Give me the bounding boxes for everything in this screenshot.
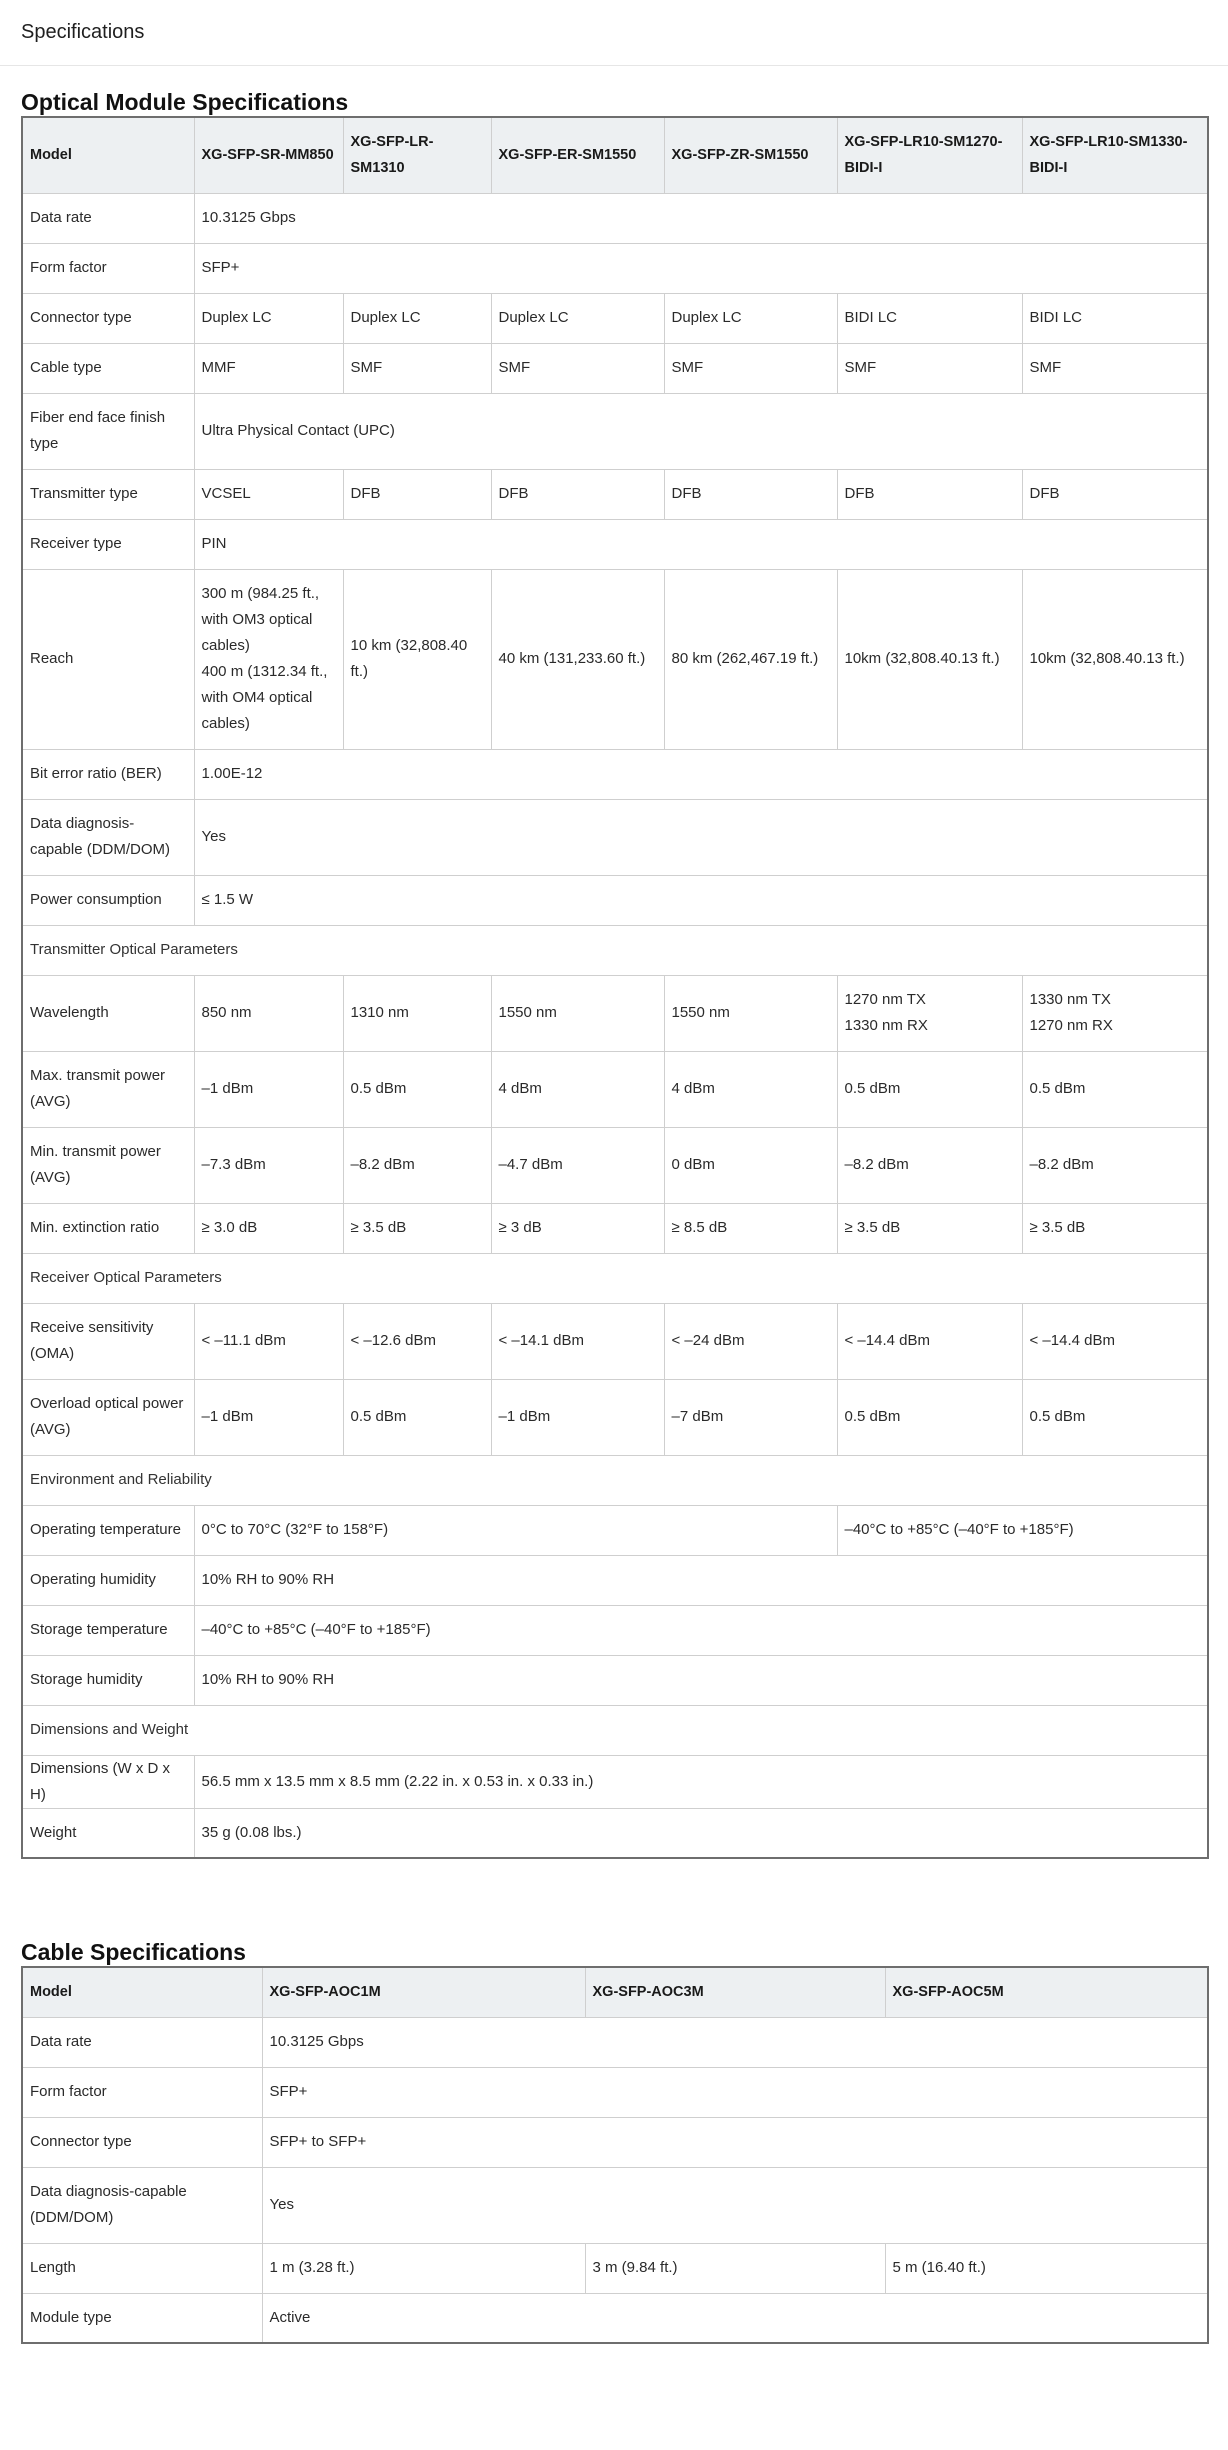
table-row: [22, 2293, 1208, 2343]
table-cell: Duplex LC: [343, 293, 491, 343]
table-cell: 1 m (3.28 ft.): [262, 2243, 585, 2293]
table-row: [22, 1808, 1208, 1858]
table-cell: 1550 nm: [491, 975, 664, 1051]
page-header: [0, 0, 1228, 66]
row-label: Connector type: [22, 293, 194, 343]
column-header-product: XG-SFP-LR-SM1310: [343, 117, 491, 193]
column-header-product: XG-SFP-ZR-SM1550: [664, 117, 837, 193]
table-group-row: [22, 925, 1208, 975]
row-label: Storage humidity: [22, 1655, 194, 1705]
table-cell: ≥ 3 dB: [491, 1203, 664, 1253]
row-label: Storage temperature: [22, 1605, 194, 1655]
table-cell: Duplex LC: [491, 293, 664, 343]
table-group-row: [22, 1253, 1208, 1303]
group-heading: Dimensions and Weight: [22, 1705, 1208, 1755]
table-cell: 1330 nm TX 1270 nm RX: [1022, 975, 1208, 1051]
table-cell: SFP+: [262, 2067, 1208, 2117]
table-cell: ≥ 3.5 dB: [343, 1203, 491, 1253]
table-row: [22, 343, 1208, 393]
table-row: [22, 1555, 1208, 1605]
table-cell: < –24 dBm: [664, 1303, 837, 1379]
table-cell: Duplex LC: [664, 293, 837, 343]
page-header-title: Specifications: [21, 21, 145, 43]
table-cell: 3 m (9.84 ft.): [585, 2243, 885, 2293]
table-row: [22, 193, 1208, 243]
table-row: [22, 2117, 1208, 2167]
table-row: [22, 875, 1208, 925]
table-cell: 10 km (32,808.40 ft.): [343, 569, 491, 749]
row-label: Connector type: [22, 2117, 262, 2167]
table-cell: BIDI LC: [1022, 293, 1208, 343]
table-cell: 300 m (984.25 ft., with OM3 optical cables) 400 m (1312.34 ft., with OM4 optical cables): [194, 569, 343, 749]
table-cell: 0°C to 70°C (32°F to 158°F): [194, 1505, 837, 1555]
table-cell: ≥ 3.5 dB: [837, 1203, 1022, 1253]
table-cell: 35 g (0.08 lbs.): [194, 1808, 1208, 1858]
table-cell: 0.5 dBm: [343, 1379, 491, 1455]
column-header-product: XG-SFP-LR10-SM1330-BIDI-I: [1022, 117, 1208, 193]
table-cell: SMF: [837, 343, 1022, 393]
table-row: [22, 749, 1208, 799]
table-row: [22, 393, 1208, 469]
table-cell: 10.3125 Gbps: [194, 193, 1208, 243]
column-header-product: XG-SFP-ER-SM1550: [491, 117, 664, 193]
row-label: Form factor: [22, 243, 194, 293]
column-header-product: XG-SFP-AOC1M: [262, 1967, 585, 2017]
table-cell: SMF: [343, 343, 491, 393]
table-cell: 5 m (16.40 ft.): [885, 2243, 1208, 2293]
table-row: [22, 1505, 1208, 1555]
table-cell: Yes: [262, 2167, 1208, 2243]
table-row: [22, 569, 1208, 749]
table-cell: 850 nm: [194, 975, 343, 1051]
table-header-row: [22, 1967, 1208, 2017]
table-row: [22, 293, 1208, 343]
table-cell: 40 km (131,233.60 ft.): [491, 569, 664, 749]
row-label: Operating humidity: [22, 1555, 194, 1605]
table-cell: –1 dBm: [194, 1051, 343, 1127]
row-label: Data diagnosis-capable (DDM/DOM): [22, 799, 194, 875]
table-cell: 10% RH to 90% RH: [194, 1555, 1208, 1605]
column-header-product: XG-SFP-AOC5M: [885, 1967, 1208, 2017]
table-cell: Yes: [194, 799, 1208, 875]
column-header-model: Model: [22, 1967, 262, 2017]
table-cell: –40°C to +85°C (–40°F to +185°F): [837, 1505, 1208, 1555]
column-header-model: Model: [22, 117, 194, 193]
table-cell: –8.2 dBm: [837, 1127, 1022, 1203]
table-cell: < –14.1 dBm: [491, 1303, 664, 1379]
group-heading: Environment and Reliability: [22, 1455, 1208, 1505]
table-cell: 1.00E-12: [194, 749, 1208, 799]
table-row: [22, 1755, 1208, 1808]
table-row: [22, 1655, 1208, 1705]
table-header-row: [22, 117, 1208, 193]
table-cell: 4 dBm: [491, 1051, 664, 1127]
table-row: [22, 469, 1208, 519]
table-cell: 0 dBm: [664, 1127, 837, 1203]
table-cell: < –12.6 dBm: [343, 1303, 491, 1379]
row-label: Cable type: [22, 343, 194, 393]
table-row: [22, 243, 1208, 293]
table-cell: Ultra Physical Contact (UPC): [194, 393, 1208, 469]
table-cell: Active: [262, 2293, 1208, 2343]
table-cell: SMF: [1022, 343, 1208, 393]
table-cell: 0.5 dBm: [1022, 1051, 1208, 1127]
table-row: [22, 2167, 1208, 2243]
table-cell: SMF: [491, 343, 664, 393]
table-cell: 4 dBm: [664, 1051, 837, 1127]
row-label: Max. transmit power (AVG): [22, 1051, 194, 1127]
table-cell: 1550 nm: [664, 975, 837, 1051]
table-cell: Duplex LC: [194, 293, 343, 343]
table-row: [22, 2067, 1208, 2117]
row-label: Wavelength: [22, 975, 194, 1051]
table-row: [22, 1605, 1208, 1655]
table-group-row: [22, 1455, 1208, 1505]
row-label: Transmitter type: [22, 469, 194, 519]
optical-spec-table: [21, 116, 1209, 1859]
table-cell: VCSEL: [194, 469, 343, 519]
group-heading: Receiver Optical Parameters: [22, 1253, 1208, 1303]
table-cell: ≥ 8.5 dB: [664, 1203, 837, 1253]
table-row: [22, 1051, 1208, 1127]
row-label: Receiver type: [22, 519, 194, 569]
table-cell: 1310 nm: [343, 975, 491, 1051]
table-cell: 0.5 dBm: [837, 1051, 1022, 1127]
table-cell: 0.5 dBm: [837, 1379, 1022, 1455]
table-cell: 80 km (262,467.19 ft.): [664, 569, 837, 749]
table-row: [22, 1127, 1208, 1203]
table-cell: < –11.1 dBm: [194, 1303, 343, 1379]
row-label: Data rate: [22, 193, 194, 243]
table-cell: –1 dBm: [491, 1379, 664, 1455]
column-header-product: XG-SFP-LR10-SM1270-BIDI-I: [837, 117, 1022, 193]
table-cell: DFB: [343, 469, 491, 519]
table-cell: –8.2 dBm: [1022, 1127, 1208, 1203]
table-cell: DFB: [491, 469, 664, 519]
table-row: [22, 1203, 1208, 1253]
table-cell: SFP+ to SFP+: [262, 2117, 1208, 2167]
column-header-product: XG-SFP-SR-MM850: [194, 117, 343, 193]
table-cell: 10.3125 Gbps: [262, 2017, 1208, 2067]
row-label: Length: [22, 2243, 262, 2293]
table-row: [22, 799, 1208, 875]
table-cell: –40°C to +85°C (–40°F to +185°F): [194, 1605, 1208, 1655]
table-cell: 10km (32,808.40.13 ft.): [837, 569, 1022, 749]
table-cell: MMF: [194, 343, 343, 393]
row-label: Form factor: [22, 2067, 262, 2117]
table-cell: –7.3 dBm: [194, 1127, 343, 1203]
row-label: Operating temperature: [22, 1505, 194, 1555]
row-label: Module type: [22, 2293, 262, 2343]
row-label: Reach: [22, 569, 194, 749]
optical-section-title: Optical Module Specifications: [21, 89, 349, 115]
table-row: [22, 975, 1208, 1051]
row-label: Min. transmit power (AVG): [22, 1127, 194, 1203]
table-cell: –4.7 dBm: [491, 1127, 664, 1203]
row-label: Power consumption: [22, 875, 194, 925]
table-cell: BIDI LC: [837, 293, 1022, 343]
table-cell: < –14.4 dBm: [837, 1303, 1022, 1379]
table-cell: 10km (32,808.40.13 ft.): [1022, 569, 1208, 749]
table-cell: 1270 nm TX 1330 nm RX: [837, 975, 1022, 1051]
table-row: [22, 1379, 1208, 1455]
table-cell: PIN: [194, 519, 1208, 569]
row-label: Overload optical power (AVG): [22, 1379, 194, 1455]
cable-section-title: Cable Specifications: [21, 1939, 246, 1965]
group-heading: Transmitter Optical Parameters: [22, 925, 1208, 975]
row-label: Dimensions (W x D x H): [22, 1755, 194, 1808]
table-cell: 10% RH to 90% RH: [194, 1655, 1208, 1705]
table-cell: DFB: [837, 469, 1022, 519]
row-label: Receive sensitivity (OMA): [22, 1303, 194, 1379]
table-row: [22, 1303, 1208, 1379]
cable-spec-table: [21, 1966, 1209, 2344]
table-row: [22, 2243, 1208, 2293]
table-cell: ≥ 3.0 dB: [194, 1203, 343, 1253]
table-row: [22, 519, 1208, 569]
table-cell: 56.5 mm x 13.5 mm x 8.5 mm (2.22 in. x 0.53 in. x 0.33 in.): [194, 1755, 1208, 1808]
table-cell: 0.5 dBm: [343, 1051, 491, 1127]
row-label: Weight: [22, 1808, 194, 1858]
table-cell: –1 dBm: [194, 1379, 343, 1455]
row-label: Data rate: [22, 2017, 262, 2067]
table-cell: –7 dBm: [664, 1379, 837, 1455]
table-row: [22, 2017, 1208, 2067]
table-cell: ≥ 3.5 dB: [1022, 1203, 1208, 1253]
table-cell: < –14.4 dBm: [1022, 1303, 1208, 1379]
row-label: Min. extinction ratio: [22, 1203, 194, 1253]
table-cell: DFB: [1022, 469, 1208, 519]
table-cell: –8.2 dBm: [343, 1127, 491, 1203]
row-label: Bit error ratio (BER): [22, 749, 194, 799]
table-group-row: [22, 1705, 1208, 1755]
column-header-product: XG-SFP-AOC3M: [585, 1967, 885, 2017]
table-cell: SFP+: [194, 243, 1208, 293]
table-cell: DFB: [664, 469, 837, 519]
table-cell: SMF: [664, 343, 837, 393]
row-label: Fiber end face finish type: [22, 393, 194, 469]
table-cell: ≤ 1.5 W: [194, 875, 1208, 925]
table-cell: 0.5 dBm: [1022, 1379, 1208, 1455]
row-label: Data diagnosis-capable (DDM/DOM): [22, 2167, 262, 2243]
